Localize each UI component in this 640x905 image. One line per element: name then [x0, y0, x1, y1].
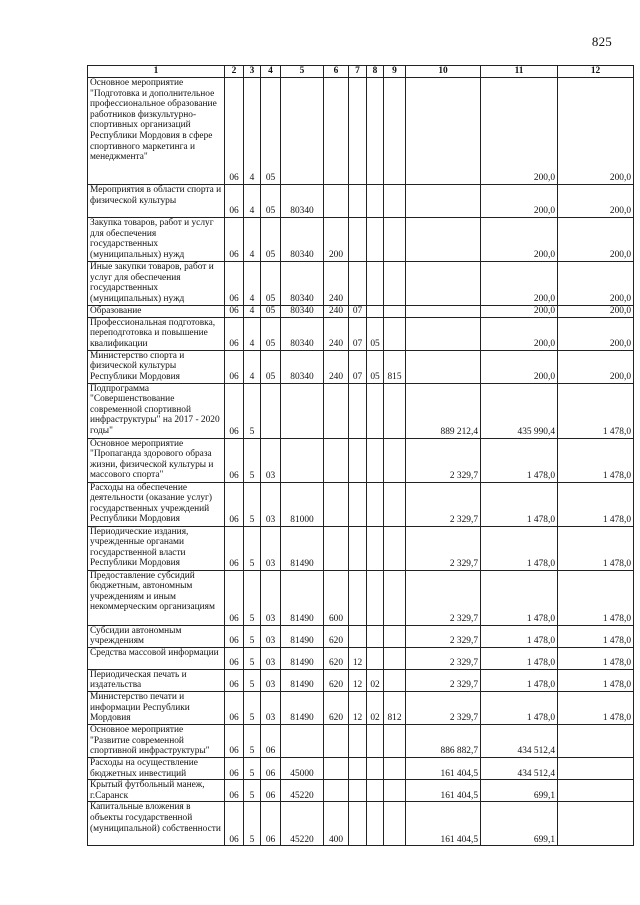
amount-cell — [558, 724, 634, 757]
code-cell: 5 — [244, 526, 261, 570]
code-cell — [367, 438, 384, 482]
code-cell: 620 — [324, 647, 349, 669]
code-cell: 4 — [244, 78, 261, 185]
row-name-cell: Расходы на обеспечение деятельности (оказание услуг) государственных учреждений Республики Мордовия — [88, 482, 225, 526]
code-cell — [384, 317, 406, 350]
code-cell — [367, 262, 384, 306]
code-cell — [349, 78, 367, 185]
row-name-cell: Основное мероприятие "Пропаганда здорового образа жизни, физической культуры и массового спорта" — [88, 438, 225, 482]
code-cell: 06 — [225, 802, 244, 846]
code-cell: 02 — [367, 669, 384, 691]
code-cell: 45000 — [281, 757, 324, 779]
amount-cell: 200,0 — [558, 262, 634, 306]
amount-cell: 1 478,0 — [481, 526, 558, 570]
column-header: 10 — [406, 66, 481, 78]
amount-cell: 2 329,7 — [406, 526, 481, 570]
code-cell — [384, 482, 406, 526]
row-name-cell: Закупка товаров, работ и услуг для обеспечения государственных (муниципальных) нужд — [88, 218, 225, 262]
amount-cell: 889 212,4 — [406, 383, 481, 438]
amount-cell: 1 478,0 — [481, 691, 558, 724]
code-cell: 240 — [324, 306, 349, 318]
code-cell: 06 — [225, 350, 244, 383]
code-cell: 06 — [261, 802, 281, 846]
code-cell: 05 — [261, 317, 281, 350]
amount-cell: 435 990,4 — [481, 383, 558, 438]
code-cell: 06 — [225, 647, 244, 669]
code-cell: 400 — [324, 802, 349, 846]
table-row — [88, 780, 634, 802]
row-name-cell: Иные закупки товаров, работ и услуг для обеспечения государственных (муниципальных) нужд — [88, 262, 225, 306]
row-name-cell: Предоставление субсидий бюджетным, автономным учреждениям и иным некоммерческим организациям — [88, 570, 225, 625]
amount-cell — [406, 78, 481, 185]
code-cell: 5 — [244, 802, 261, 846]
table-row — [88, 306, 634, 318]
code-cell: 06 — [225, 438, 244, 482]
budget-table — [87, 65, 634, 846]
amount-cell: 434 512,4 — [481, 724, 558, 757]
row-name-cell: Подпрограмма "Совершенствование современной спортивной инфраструктуры" на 2017 - 2020 годы" — [88, 383, 225, 438]
code-cell — [384, 669, 406, 691]
code-cell: 4 — [244, 262, 261, 306]
code-cell — [367, 306, 384, 318]
code-cell: 5 — [244, 757, 261, 779]
code-cell — [324, 724, 349, 757]
amount-cell: 200,0 — [481, 350, 558, 383]
amount-cell — [558, 780, 634, 802]
amount-cell: 1 478,0 — [558, 647, 634, 669]
code-cell: 06 — [225, 724, 244, 757]
row-name-cell: Профессиональная подготовка, переподготовка и повышение квалификации — [88, 317, 225, 350]
code-cell — [349, 570, 367, 625]
code-cell: 620 — [324, 691, 349, 724]
amount-cell — [406, 317, 481, 350]
amount-cell: 1 478,0 — [481, 669, 558, 691]
code-cell: 05 — [261, 306, 281, 318]
table-row — [88, 691, 634, 724]
code-cell: 06 — [225, 185, 244, 218]
table-row — [88, 262, 634, 306]
column-header: 1 — [88, 66, 225, 78]
page-number: 825 — [591, 34, 612, 49]
code-cell: 07 — [349, 350, 367, 383]
row-name-cell: Основное мероприятие "Развитие современной спортивной инфраструктуры" — [88, 724, 225, 757]
code-cell — [367, 78, 384, 185]
table-row — [88, 647, 634, 669]
amount-cell: 200,0 — [558, 218, 634, 262]
code-cell: 06 — [225, 383, 244, 438]
amount-cell: 1 478,0 — [558, 625, 634, 647]
amount-cell — [406, 262, 481, 306]
code-cell: 81000 — [281, 482, 324, 526]
code-cell — [384, 724, 406, 757]
amount-cell: 200,0 — [481, 78, 558, 185]
code-cell — [384, 526, 406, 570]
table-row — [88, 350, 634, 383]
code-cell: 02 — [367, 691, 384, 724]
column-header: 7 — [349, 66, 367, 78]
code-cell: 812 — [384, 691, 406, 724]
code-cell: 03 — [261, 482, 281, 526]
table-row — [88, 526, 634, 570]
code-cell: 03 — [261, 438, 281, 482]
code-cell — [281, 78, 324, 185]
code-cell: 06 — [225, 262, 244, 306]
code-cell: 5 — [244, 438, 261, 482]
code-cell — [324, 482, 349, 526]
row-name-cell: Образование — [88, 306, 225, 318]
code-cell: 5 — [244, 691, 261, 724]
code-cell: 03 — [261, 625, 281, 647]
code-cell: 5 — [244, 647, 261, 669]
code-cell: 5 — [244, 383, 261, 438]
code-cell: 06 — [225, 78, 244, 185]
code-cell: 06 — [225, 218, 244, 262]
code-cell — [384, 185, 406, 218]
code-cell — [367, 482, 384, 526]
amount-cell: 886 882,7 — [406, 724, 481, 757]
amount-cell: 200,0 — [481, 317, 558, 350]
code-cell: 80340 — [281, 218, 324, 262]
code-cell — [324, 438, 349, 482]
amount-cell: 1 478,0 — [481, 625, 558, 647]
code-cell: 07 — [349, 306, 367, 318]
code-cell: 06 — [225, 669, 244, 691]
column-header: 5 — [281, 66, 324, 78]
amount-cell: 200,0 — [558, 317, 634, 350]
code-cell: 06 — [261, 757, 281, 779]
table-body — [88, 78, 634, 846]
amount-cell: 699,1 — [481, 780, 558, 802]
column-header: 9 — [384, 66, 406, 78]
code-cell: 240 — [324, 350, 349, 383]
code-cell: 12 — [349, 691, 367, 724]
code-cell — [384, 306, 406, 318]
column-header: 8 — [367, 66, 384, 78]
code-cell — [349, 438, 367, 482]
code-cell — [324, 757, 349, 779]
table-row — [88, 625, 634, 647]
amount-cell: 1 478,0 — [481, 482, 558, 526]
amount-cell: 200,0 — [481, 185, 558, 218]
row-name-cell: Основное мероприятие "Подготовка и дополнительное профессиональное образование работников физкультурно-спортивных организаций Республики Мордовия в сфере спортивного маркетинга и менеджмента" — [88, 78, 225, 185]
code-cell: 03 — [261, 570, 281, 625]
amount-cell: 2 329,7 — [406, 647, 481, 669]
table-row — [88, 185, 634, 218]
code-cell — [281, 438, 324, 482]
amount-cell: 1 478,0 — [558, 570, 634, 625]
code-cell — [384, 780, 406, 802]
code-cell — [367, 802, 384, 846]
code-cell — [384, 78, 406, 185]
code-cell — [324, 526, 349, 570]
code-cell — [324, 780, 349, 802]
code-cell — [324, 185, 349, 218]
amount-cell: 2 329,7 — [406, 625, 481, 647]
code-cell: 5 — [244, 570, 261, 625]
amount-cell: 200,0 — [558, 185, 634, 218]
code-cell: 81490 — [281, 570, 324, 625]
code-cell: 80340 — [281, 350, 324, 383]
column-header: 4 — [261, 66, 281, 78]
code-cell: 5 — [244, 482, 261, 526]
code-cell: 80340 — [281, 306, 324, 318]
amount-cell: 200,0 — [558, 78, 634, 185]
amount-cell: 1 478,0 — [558, 526, 634, 570]
amount-cell: 200,0 — [558, 306, 634, 318]
table-row — [88, 78, 634, 185]
amount-cell — [406, 218, 481, 262]
code-cell: 05 — [261, 218, 281, 262]
code-cell: 05 — [261, 78, 281, 185]
code-cell: 06 — [225, 625, 244, 647]
table-row — [88, 218, 634, 262]
amount-cell: 2 329,7 — [406, 438, 481, 482]
code-cell: 06 — [261, 780, 281, 802]
code-cell: 5 — [244, 724, 261, 757]
code-cell — [349, 625, 367, 647]
code-cell: 81490 — [281, 691, 324, 724]
code-cell: 80340 — [281, 317, 324, 350]
row-name-cell: Средства массовой информации — [88, 647, 225, 669]
table-row — [88, 669, 634, 691]
code-cell: 4 — [244, 306, 261, 318]
code-cell: 12 — [349, 647, 367, 669]
table-row — [88, 317, 634, 350]
amount-cell: 1 478,0 — [558, 482, 634, 526]
table-row — [88, 570, 634, 625]
code-cell: 620 — [324, 669, 349, 691]
code-cell: 06 — [225, 780, 244, 802]
code-cell — [349, 218, 367, 262]
code-cell — [367, 757, 384, 779]
code-cell — [367, 780, 384, 802]
code-cell: 45220 — [281, 802, 324, 846]
code-cell — [349, 185, 367, 218]
code-cell — [384, 757, 406, 779]
code-cell — [384, 570, 406, 625]
code-cell: 4 — [244, 317, 261, 350]
code-cell — [384, 262, 406, 306]
row-name-cell: Субсидии автономным учреждениям — [88, 625, 225, 647]
amount-cell: 2 329,7 — [406, 570, 481, 625]
code-cell: 12 — [349, 669, 367, 691]
code-cell — [367, 218, 384, 262]
code-cell — [324, 383, 349, 438]
column-header: 11 — [481, 66, 558, 78]
code-cell: 4 — [244, 185, 261, 218]
table-row — [88, 438, 634, 482]
code-cell: 03 — [261, 526, 281, 570]
code-cell — [281, 383, 324, 438]
table-row — [88, 482, 634, 526]
code-cell: 5 — [244, 780, 261, 802]
amount-cell: 1 478,0 — [558, 383, 634, 438]
code-cell: 620 — [324, 625, 349, 647]
code-cell — [367, 526, 384, 570]
code-cell: 4 — [244, 350, 261, 383]
amount-cell: 1 478,0 — [558, 691, 634, 724]
table-row — [88, 724, 634, 757]
code-cell: 06 — [225, 526, 244, 570]
table-row — [88, 383, 634, 438]
code-cell: 81490 — [281, 625, 324, 647]
amount-cell — [406, 185, 481, 218]
amount-cell — [558, 757, 634, 779]
code-cell: 81490 — [281, 526, 324, 570]
code-cell: 80340 — [281, 262, 324, 306]
code-cell: 4 — [244, 218, 261, 262]
code-cell — [349, 526, 367, 570]
code-cell — [384, 625, 406, 647]
amount-cell: 161 404,5 — [406, 757, 481, 779]
code-cell: 06 — [225, 570, 244, 625]
row-name-cell: Капитальные вложения в объекты государственной (муниципальной) собственности — [88, 802, 225, 846]
code-cell — [384, 218, 406, 262]
amount-cell: 2 329,7 — [406, 482, 481, 526]
code-cell: 200 — [324, 218, 349, 262]
code-cell: 45220 — [281, 780, 324, 802]
code-cell — [349, 383, 367, 438]
code-cell — [349, 780, 367, 802]
row-name-cell: Крытый футбольный манеж, г.Саранск — [88, 780, 225, 802]
row-name-cell: Министерство печати и информации Республики Мордовия — [88, 691, 225, 724]
code-cell: 07 — [349, 317, 367, 350]
code-cell: 05 — [261, 185, 281, 218]
amount-cell: 1 478,0 — [481, 438, 558, 482]
amount-cell: 1 478,0 — [481, 570, 558, 625]
amount-cell: 2 329,7 — [406, 691, 481, 724]
row-name-cell: Мероприятия в области спорта и физической культуры — [88, 185, 225, 218]
code-cell — [349, 757, 367, 779]
code-cell: 240 — [324, 262, 349, 306]
code-cell — [367, 724, 384, 757]
code-cell: 600 — [324, 570, 349, 625]
code-cell — [367, 647, 384, 669]
code-cell: 81490 — [281, 647, 324, 669]
code-cell: 06 — [225, 757, 244, 779]
amount-cell — [406, 306, 481, 318]
amount-cell: 1 478,0 — [558, 438, 634, 482]
code-cell — [367, 625, 384, 647]
code-cell: 06 — [225, 317, 244, 350]
code-cell: 06 — [225, 306, 244, 318]
code-cell — [281, 724, 324, 757]
code-cell: 5 — [244, 625, 261, 647]
code-cell: 05 — [261, 350, 281, 383]
code-cell — [349, 724, 367, 757]
amount-cell: 2 329,7 — [406, 669, 481, 691]
amount-cell — [558, 802, 634, 846]
amount-cell: 161 404,5 — [406, 780, 481, 802]
amount-cell: 200,0 — [481, 306, 558, 318]
code-cell: 03 — [261, 669, 281, 691]
code-cell: 06 — [225, 482, 244, 526]
amount-cell: 200,0 — [481, 262, 558, 306]
table-row — [88, 802, 634, 846]
code-cell: 06 — [225, 691, 244, 724]
amount-cell: 1 478,0 — [558, 669, 634, 691]
code-cell: 05 — [367, 350, 384, 383]
row-name-cell: Министерство спорта и физической культуры Республики Мордовия — [88, 350, 225, 383]
amount-cell: 161 404,5 — [406, 802, 481, 846]
code-cell — [261, 383, 281, 438]
code-cell — [367, 185, 384, 218]
code-cell: 81490 — [281, 669, 324, 691]
amount-cell — [406, 350, 481, 383]
code-cell — [384, 802, 406, 846]
code-cell — [384, 438, 406, 482]
amount-cell: 434 512,4 — [481, 757, 558, 779]
code-cell — [349, 262, 367, 306]
amount-cell: 699,1 — [481, 802, 558, 846]
code-cell: 240 — [324, 317, 349, 350]
code-cell: 03 — [261, 691, 281, 724]
code-cell — [349, 482, 367, 526]
column-header: 12 — [558, 66, 634, 78]
code-cell — [367, 570, 384, 625]
amount-cell: 200,0 — [481, 218, 558, 262]
table-header-row — [88, 66, 634, 78]
code-cell: 05 — [261, 262, 281, 306]
table-row — [88, 757, 634, 779]
row-name-cell: Периодические издания, учрежденные органами государственной власти Республики Мордовия — [88, 526, 225, 570]
code-cell — [384, 647, 406, 669]
code-cell — [349, 802, 367, 846]
code-cell — [367, 383, 384, 438]
column-header: 6 — [324, 66, 349, 78]
code-cell — [324, 78, 349, 185]
amount-cell: 1 478,0 — [481, 647, 558, 669]
column-header: 3 — [244, 66, 261, 78]
row-name-cell: Расходы на осуществление бюджетных инвестиций — [88, 757, 225, 779]
code-cell — [384, 383, 406, 438]
column-header: 2 — [225, 66, 244, 78]
code-cell: 05 — [367, 317, 384, 350]
code-cell: 06 — [261, 724, 281, 757]
amount-cell: 200,0 — [558, 350, 634, 383]
code-cell: 815 — [384, 350, 406, 383]
row-name-cell: Периодическая печать и издательства — [88, 669, 225, 691]
code-cell: 80340 — [281, 185, 324, 218]
code-cell: 03 — [261, 647, 281, 669]
code-cell: 5 — [244, 669, 261, 691]
